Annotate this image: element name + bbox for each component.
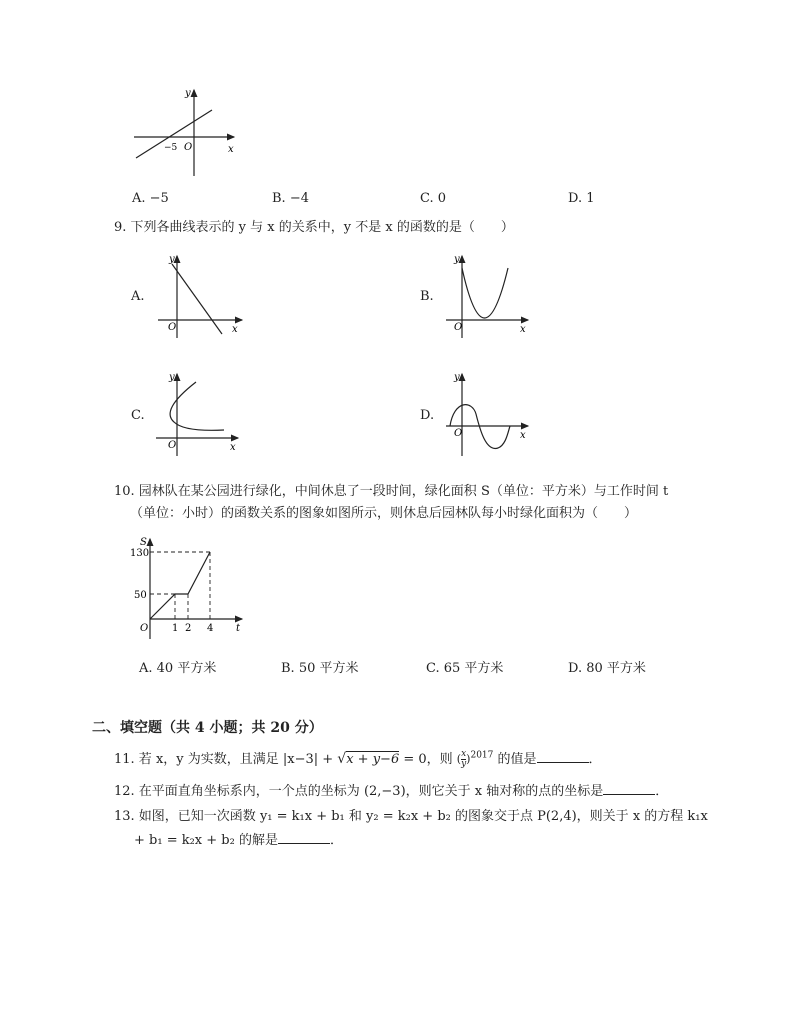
q12-answer-blank[interactable] bbox=[603, 782, 655, 795]
q10-y-tick-130: 130 bbox=[130, 548, 150, 559]
q11-answer-blank[interactable] bbox=[537, 750, 589, 763]
q10-option-a[interactable]: A. 40 平方米 bbox=[139, 661, 217, 676]
q10-line bbox=[150, 552, 210, 619]
q9a-x-label: x bbox=[232, 324, 238, 335]
q13-line1: 13. 如图，已知一次函数 y₁ = k₁x + b₁ 和 y₂ = k₂x + b₂ 的图象交于点 P(2,4)，则关于 x 的方程 k₁x bbox=[114, 809, 708, 824]
q9a-y-label: y bbox=[169, 254, 175, 265]
q11-fraction: ( $\frac{x}{y}$ ) bbox=[456, 749, 471, 769]
q9b-y-label: y bbox=[454, 254, 460, 265]
q8-tick-label: −5 bbox=[164, 143, 178, 153]
q9b-curve bbox=[462, 268, 508, 318]
q10-x-tick-1: 1 bbox=[172, 623, 179, 634]
q9-option-b-letter[interactable]: B. bbox=[420, 289, 434, 304]
q11-text bbox=[114, 748, 602, 769]
q10-y-tick-50: 50 bbox=[134, 590, 147, 601]
q9a-origin-label: O bbox=[168, 322, 177, 333]
q9-stem: 9. 下列各曲线表示的 y 与 x 的关系中，y 不是 x 的函数的是（ ） bbox=[114, 220, 514, 235]
q11-radicand: x + y−6 bbox=[346, 752, 400, 767]
q11-pre: 11. 若 x，y 为实数，且满足 |x−3| + bbox=[114, 752, 338, 767]
q9-option-c-letter[interactable]: C. bbox=[131, 408, 145, 423]
q8-y-label: y bbox=[185, 88, 191, 99]
q10-option-d[interactable]: D. 80 平方米 bbox=[568, 661, 646, 676]
q13-answer-blank[interactable] bbox=[278, 831, 330, 844]
q10-option-c[interactable]: C. 65 平方米 bbox=[426, 661, 504, 676]
q11-post: 的值是 bbox=[493, 752, 537, 767]
q9b-x-label: x bbox=[520, 324, 526, 335]
q12-body: 12. 在平面直角坐标系内，一个点的坐标为 (2,−3)，则它关于 x 轴对称的点的坐标是 bbox=[114, 784, 604, 799]
q9d-y-label: y bbox=[454, 372, 460, 383]
q8-origin-label: O bbox=[184, 142, 193, 153]
q10-x-tick-4: 4 bbox=[207, 623, 214, 634]
q13-line2 bbox=[134, 829, 343, 848]
q13-end: ． bbox=[329, 833, 343, 848]
section-2-heading: 二、填空题（共 4 小题；共 20 分） bbox=[92, 720, 323, 736]
q10-stem-line2: （单位：小时）的函数关系的图象如图所示，则休息后园林队每小时绿化面积为（ ） bbox=[130, 506, 638, 521]
q8-option-a[interactable]: A. −5 bbox=[132, 191, 169, 206]
q9-graph-d[interactable] bbox=[440, 368, 540, 458]
q9b-origin-label: O bbox=[454, 322, 463, 333]
q11-radical: √x + y−6 bbox=[337, 751, 400, 767]
q9d-origin-label: O bbox=[454, 428, 463, 439]
q9c-x-label: x bbox=[230, 442, 236, 453]
q9a-curve bbox=[172, 264, 222, 334]
q9-option-a-letter[interactable]: A. bbox=[131, 289, 145, 304]
q10-graph bbox=[130, 535, 258, 641]
q10-stem-line1: 10. 园林队在某公园进行绿化，中间休息了一段时间，绿化面积 S（单位：平方米）与工作时间 t bbox=[114, 484, 669, 499]
q8-x-label: x bbox=[228, 144, 234, 155]
q9-option-d-letter[interactable]: D. bbox=[420, 408, 435, 423]
q8-option-d[interactable]: D. 1 bbox=[568, 191, 595, 206]
q10-t-label: t bbox=[236, 623, 241, 634]
q10-x-tick-2: 2 bbox=[185, 623, 192, 634]
q9-graph-c[interactable] bbox=[150, 368, 250, 458]
q9-graph-b[interactable] bbox=[440, 250, 540, 340]
q9c-origin-label: O bbox=[168, 440, 177, 451]
q12-end: ． bbox=[655, 784, 669, 799]
q10-option-b[interactable]: B. 50 平方米 bbox=[281, 661, 359, 676]
q8-option-c[interactable]: C. 0 bbox=[420, 191, 447, 206]
q12-text bbox=[114, 780, 668, 799]
q10-origin-label: O bbox=[140, 623, 149, 634]
q8-option-b[interactable]: B. −4 bbox=[272, 191, 309, 206]
q13-line2-body: + b₁ = k₂x + b₂ 的解是 bbox=[134, 833, 278, 848]
q11-exponent: 2017 bbox=[470, 750, 494, 761]
q10-s-label: S bbox=[140, 537, 147, 548]
q11-end: ． bbox=[588, 752, 602, 767]
q9d-x-label: x bbox=[520, 430, 526, 441]
q11-mid: = 0，则 bbox=[399, 752, 457, 767]
q9c-curve bbox=[170, 382, 224, 430]
q8-graph bbox=[128, 84, 248, 184]
q9-graph-a[interactable] bbox=[150, 250, 250, 340]
q9c-y-label: y bbox=[169, 372, 175, 383]
